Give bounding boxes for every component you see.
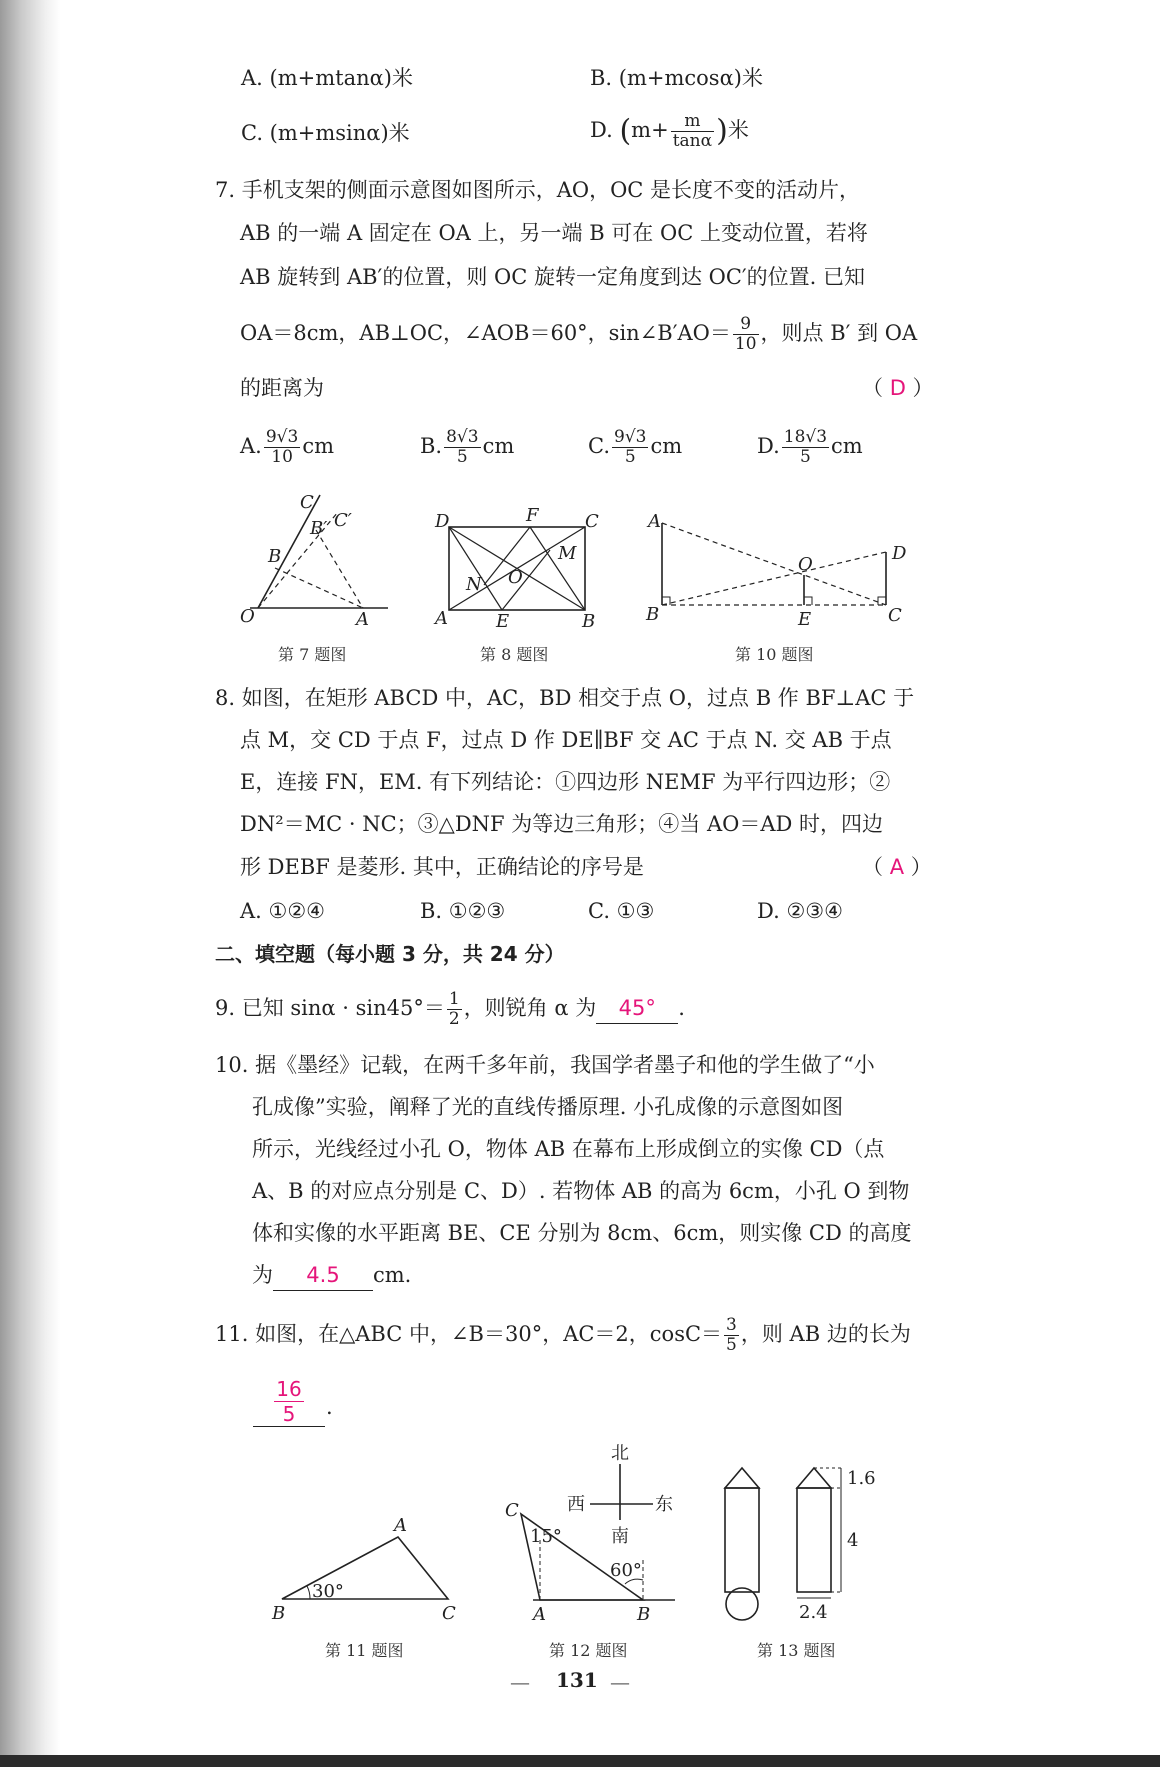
f10-label-a: A — [648, 511, 661, 532]
page-dash-left: — — [510, 1670, 530, 1694]
q8-answer: A — [889, 855, 905, 879]
q7-opt-b-den: 5 — [456, 447, 468, 467]
figure-12 — [495, 1442, 690, 1627]
f7-label-bp: B′ — [310, 518, 328, 539]
q7-opt-b-unit: cm — [482, 434, 515, 458]
paren-right: ) — [716, 113, 728, 149]
f10-label-b: B — [646, 604, 660, 625]
q7-opt-a-den: 10 — [271, 447, 293, 467]
f12-angle-60: 60° — [610, 1560, 642, 1581]
q7-option-a — [240, 428, 334, 467]
q8-line1: 8. 如图，在矩形 ABCD 中，AC，BD 相交于点 O，过点 B 作 BF⊥AC 于 — [215, 686, 915, 710]
f8-label-m: M — [558, 543, 577, 564]
f12-angle-15: 15° — [530, 1526, 562, 1547]
f7-label-c: C — [300, 492, 314, 513]
q7-answer-bracket: （ D ） — [862, 376, 934, 400]
q10-line5: 体和实像的水平距离 BE、CE 分别为 8cm、6cm，则实像 CD 的高度 — [252, 1221, 912, 1245]
q10-line1: 10. 据《墨经》记载，在两千多年前，我国学者墨子和他的学生做了“小 — [215, 1053, 875, 1077]
q9-answer: 45° — [618, 996, 656, 1020]
caption-fig12: 第 12 题图 — [549, 1641, 628, 1660]
f8-label-e: E — [496, 611, 510, 630]
q7-frac-num: 9 — [733, 315, 759, 335]
q7-option-b — [420, 428, 514, 467]
q6-option-d-num: m — [671, 112, 714, 132]
f8-label-o: O — [508, 567, 523, 588]
f10-label-e: E — [798, 609, 812, 630]
f10-label-c: C — [888, 605, 902, 626]
q8-answer-bracket: （ A ） — [862, 855, 932, 879]
q7-line1: 7. 手机支架的侧面示意图如图所示，AO，OC 是长度不变的活动片， — [215, 178, 861, 202]
f7-label-b: B — [268, 546, 282, 567]
caption-fig8: 第 8 题图 — [480, 645, 549, 664]
caption-fig11: 第 11 题图 — [325, 1641, 404, 1660]
q10-line3: 所示，光线经过小孔 O，物体 AB 在幕布上形成倒立的实像 CD（点 — [252, 1137, 885, 1161]
figure-7 — [228, 490, 398, 630]
f11-angle-arc — [307, 1586, 310, 1599]
page-number: 131 — [556, 1668, 598, 1692]
f11-label-c: C — [442, 1603, 456, 1624]
figure-11 — [270, 1515, 470, 1625]
q11-frac-den: 5 — [726, 1335, 737, 1355]
f12-label-a: A — [533, 1604, 546, 1625]
q10-line4: A、B 的对应点分别是 C、D）. 若物体 AB 的高为 6cm，小孔 O 到物 — [252, 1179, 910, 1203]
page-edge-shadow — [0, 0, 60, 1767]
caption-fig13: 第 13 题图 — [757, 1641, 836, 1660]
paren-left: ( — [619, 113, 632, 149]
q7-opt-c-den: 5 — [624, 447, 636, 467]
q10-answer-blank — [273, 1260, 373, 1291]
f8-label-f: F — [526, 505, 539, 526]
f7-line-ab — [275, 568, 363, 608]
q8-option-b: B. ①②③ — [420, 899, 506, 923]
q11-post: ，则 AB 边的长为 — [740, 1322, 911, 1346]
q7-opt-d-num: 18√3 — [783, 427, 828, 447]
f13-front-roof — [725, 1468, 759, 1488]
f13-dim-4: 4 — [847, 1530, 859, 1551]
q11-answer-den: 5 — [282, 1402, 296, 1426]
q9-pre: 9. 已知 sinα · sin45°＝ — [215, 996, 445, 1020]
f10-line-bd — [662, 552, 886, 605]
q10-answer: 4.5 — [306, 1263, 340, 1287]
q8-line2: 点 M，交 CD 于点 F，过点 D 作 DE∥BF 交 AC 于点 N. 交 AB 于点 — [240, 728, 892, 752]
f11-angle-label: 30° — [312, 1581, 344, 1602]
q9-line — [215, 990, 685, 1029]
q7-opt-a-num: 9√3 — [265, 427, 299, 447]
q7-frac-den: 10 — [734, 334, 757, 354]
f8-label-d: D — [435, 511, 450, 532]
q11-period: . — [326, 1395, 333, 1419]
f8-line-de — [449, 527, 502, 610]
q6-option-a: A. (m+mtanα)米 — [241, 66, 413, 90]
f10-label-o: O — [798, 554, 813, 575]
q8-line5: 形 DEBF 是菱形. 其中，正确结论的序号是 — [240, 855, 644, 879]
f13-dim-2-4: 2.4 — [799, 1602, 828, 1623]
f11-triangle — [282, 1537, 448, 1599]
f8-line-bf — [530, 527, 585, 610]
q6-option-d-den: tanα — [672, 131, 713, 151]
q7-opt-b-num: 8√3 — [446, 427, 479, 447]
f13-top-view — [726, 1588, 758, 1620]
figure-10 — [640, 505, 910, 630]
q8-line4: DN²＝MC · NC；③△DNF 为等边三角形；④当 AO＝AD 时，四边 — [240, 812, 884, 836]
q9-frac-num: 1 — [448, 989, 460, 1009]
q9-frac-den: 2 — [448, 1009, 460, 1029]
q8-option-a: A. ①②④ — [240, 899, 325, 923]
f10-label-d: D — [892, 543, 907, 564]
q6-option-d-suffix: 米 — [727, 118, 749, 142]
f13-front-body — [725, 1488, 759, 1592]
q6-option-c: C. (m+msinα)米 — [241, 121, 410, 145]
q11-pre: 11. 如图，在△ABC 中，∠B＝30°，AC＝2，cosC＝ — [215, 1322, 723, 1346]
q8-option-d: D. ②③④ — [757, 899, 843, 923]
figure-8 — [430, 505, 610, 630]
q8-option-c: C. ①③ — [588, 899, 655, 923]
bottom-bar — [0, 1755, 1160, 1767]
q7-option-d — [757, 428, 863, 467]
f8-label-n: N — [466, 574, 482, 595]
f7-label-o: O — [240, 606, 255, 627]
f8-label-b: B — [582, 611, 596, 630]
f8-label-a: A — [435, 608, 448, 629]
figure-13 — [715, 1460, 885, 1625]
q7-opt-c-unit: cm — [650, 434, 683, 458]
q10-line6 — [252, 1260, 411, 1291]
q6-option-d-label: D. — [590, 118, 613, 142]
q10-line2: 孔成像”实验，阐释了光的直线传播原理. 小孔成像的示意图如图 — [252, 1095, 844, 1119]
q11-answer-blank — [253, 1377, 325, 1427]
q7-opt-a-label: A. — [240, 434, 262, 458]
q7-line2: AB 的一端 A 固定在 OA 上，另一端 B 可在 OC 上变动位置，若将 — [240, 221, 868, 245]
f10-right-angle-e — [804, 597, 812, 605]
section-2-title: 二、填空题（每小题 3 分，共 24 分） — [215, 942, 565, 966]
q6-option-b: B. (m+mcosα)米 — [590, 66, 763, 90]
q7-opt-b-label: B. — [420, 434, 443, 458]
f10-line-ac — [662, 523, 886, 605]
f12-label-c: C — [505, 1500, 519, 1521]
q6-option-d — [590, 112, 749, 151]
caption-fig7: 第 7 题图 — [278, 645, 347, 664]
q11-frac-num: 3 — [726, 1315, 737, 1335]
q7-opt-d-label: D. — [757, 434, 780, 458]
q7-opt-a-unit: cm — [302, 434, 334, 458]
f12-north: 北 — [611, 1443, 629, 1464]
q7-opt-c-num: 9√3 — [614, 427, 647, 447]
q7-line4 — [240, 315, 917, 354]
f11-label-b: B — [272, 1603, 286, 1624]
f12-label-b: B — [637, 1604, 651, 1625]
q7-line4-post: ，则点 B′ 到 OA — [760, 321, 918, 345]
q10-line6-pre: 为 — [252, 1263, 273, 1287]
f7-label-cp: C′ — [334, 510, 352, 531]
f13-dim-1-6: 1.6 — [847, 1468, 876, 1489]
f13-side-roof — [797, 1468, 831, 1488]
q7-opt-d-den: 5 — [799, 447, 811, 467]
q11-line — [215, 1316, 911, 1355]
q9-post: . — [678, 996, 685, 1020]
q7-option-c — [588, 428, 682, 467]
q9-answer-blank — [596, 993, 678, 1024]
q9-mid: ，则锐角 α 为 — [463, 996, 597, 1020]
f12-south: 南 — [611, 1526, 629, 1547]
caption-fig10: 第 10 题图 — [735, 645, 814, 664]
q7-answer: D — [889, 376, 906, 400]
q7-opt-d-unit: cm — [831, 434, 863, 458]
f7-line-abp — [316, 530, 363, 608]
q7-line4-pre: OA＝8cm，AB⊥OC，∠AOB＝60°，sin∠B′AO＝ — [240, 321, 731, 345]
f12-east: 东 — [655, 1494, 673, 1515]
f13-side-body — [797, 1488, 831, 1592]
f12-west: 西 — [567, 1494, 585, 1515]
page-dash-right: — — [610, 1670, 630, 1694]
q7-line5: 的距离为 — [240, 376, 324, 400]
q10-line6-post: cm. — [373, 1263, 412, 1287]
q8-line3: E，连接 FN，EM. 有下列结论：①四边形 NEMF 为平行四边形；② — [240, 770, 891, 794]
f8-line-fn — [484, 527, 530, 585]
q11-answer-num: 16 — [276, 1377, 302, 1401]
f11-label-a: A — [394, 1515, 407, 1536]
f7-label-a: A — [356, 609, 369, 630]
f8-label-c: C — [585, 511, 599, 532]
q6-option-d-inner: m+ — [631, 118, 669, 142]
q7-opt-c-label: C. — [588, 434, 610, 458]
q7-line3: AB 旋转到 AB′的位置，则 OC 旋转一定角度到达 OC′的位置. 已知 — [240, 265, 866, 289]
